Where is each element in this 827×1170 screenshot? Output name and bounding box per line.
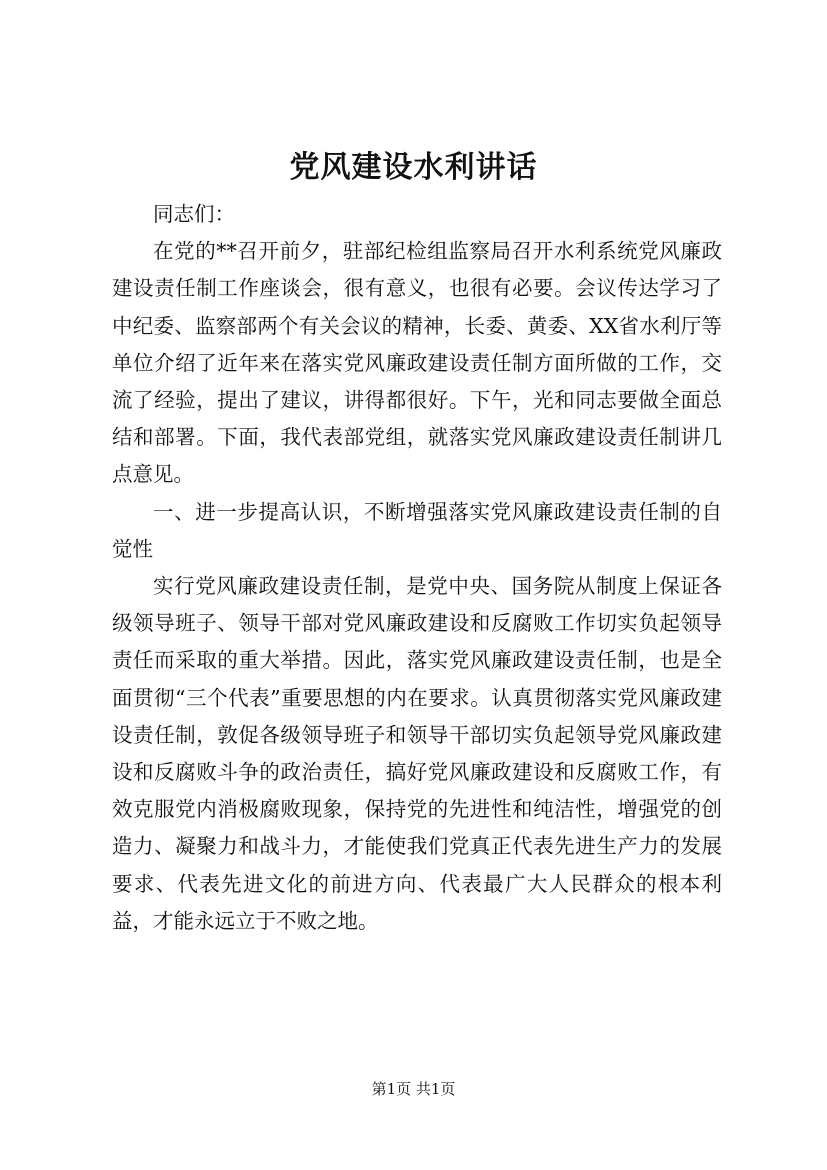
document-body xyxy=(112,196,722,940)
paragraph-intro: 在党的**召开前夕，驻部纪检组监察局召开水利系统党风廉政建设责任制工作座谈会，很有意义，也很有必要。会议传达学习了中纪委、监察部两个有关会议的精神，长委、黄委、XX省水利厅等单位介绍了近年来在落实党风廉政建设责任制方面所做的工作，交流了经验，提出了建议，讲得都很好。下午，光和同志要做全面总结和部署。下面，我代表部党组，就落实党风廉政建设责任制讲几点意见。 xyxy=(112,239,722,487)
salutation: 同志们： xyxy=(153,202,235,226)
document-title: 党风建设水利讲话 xyxy=(289,150,538,185)
page-number: 第1页 共1页 xyxy=(371,1080,456,1098)
section-heading: 一、进一步提高认识，不断增强落实党风廉政建设责任制的自觉性 xyxy=(112,499,722,561)
paragraph-section-one: 实行党风廉政建设责任制，是党中央、国务院从制度上保证各级领导班子、领导干部对党风廉政建设和反腐败工作切实负起领导责任而采取的重大举措。因此，落实党风廉政建设责任制，也是全面贯彻“三个代表”重要思想的内在要求。认真贯彻落实党风廉政建设责任制，敦促各级领导班子和领导干部切实负起领导党风廉政建设和反腐败斗争的政治责任，搞好党风廉政建设和反腐败工作，有效克服党内消极腐败现象，保持党的先进性和纯洁性，增强党的创造力、凝聚力和战斗力，才能使我们党真正代表先进生产力的发展要求、代表先进文化的前进方向、代表最广大人民群众的根本利益，才能永远立于不败之地。 xyxy=(112,574,722,933)
